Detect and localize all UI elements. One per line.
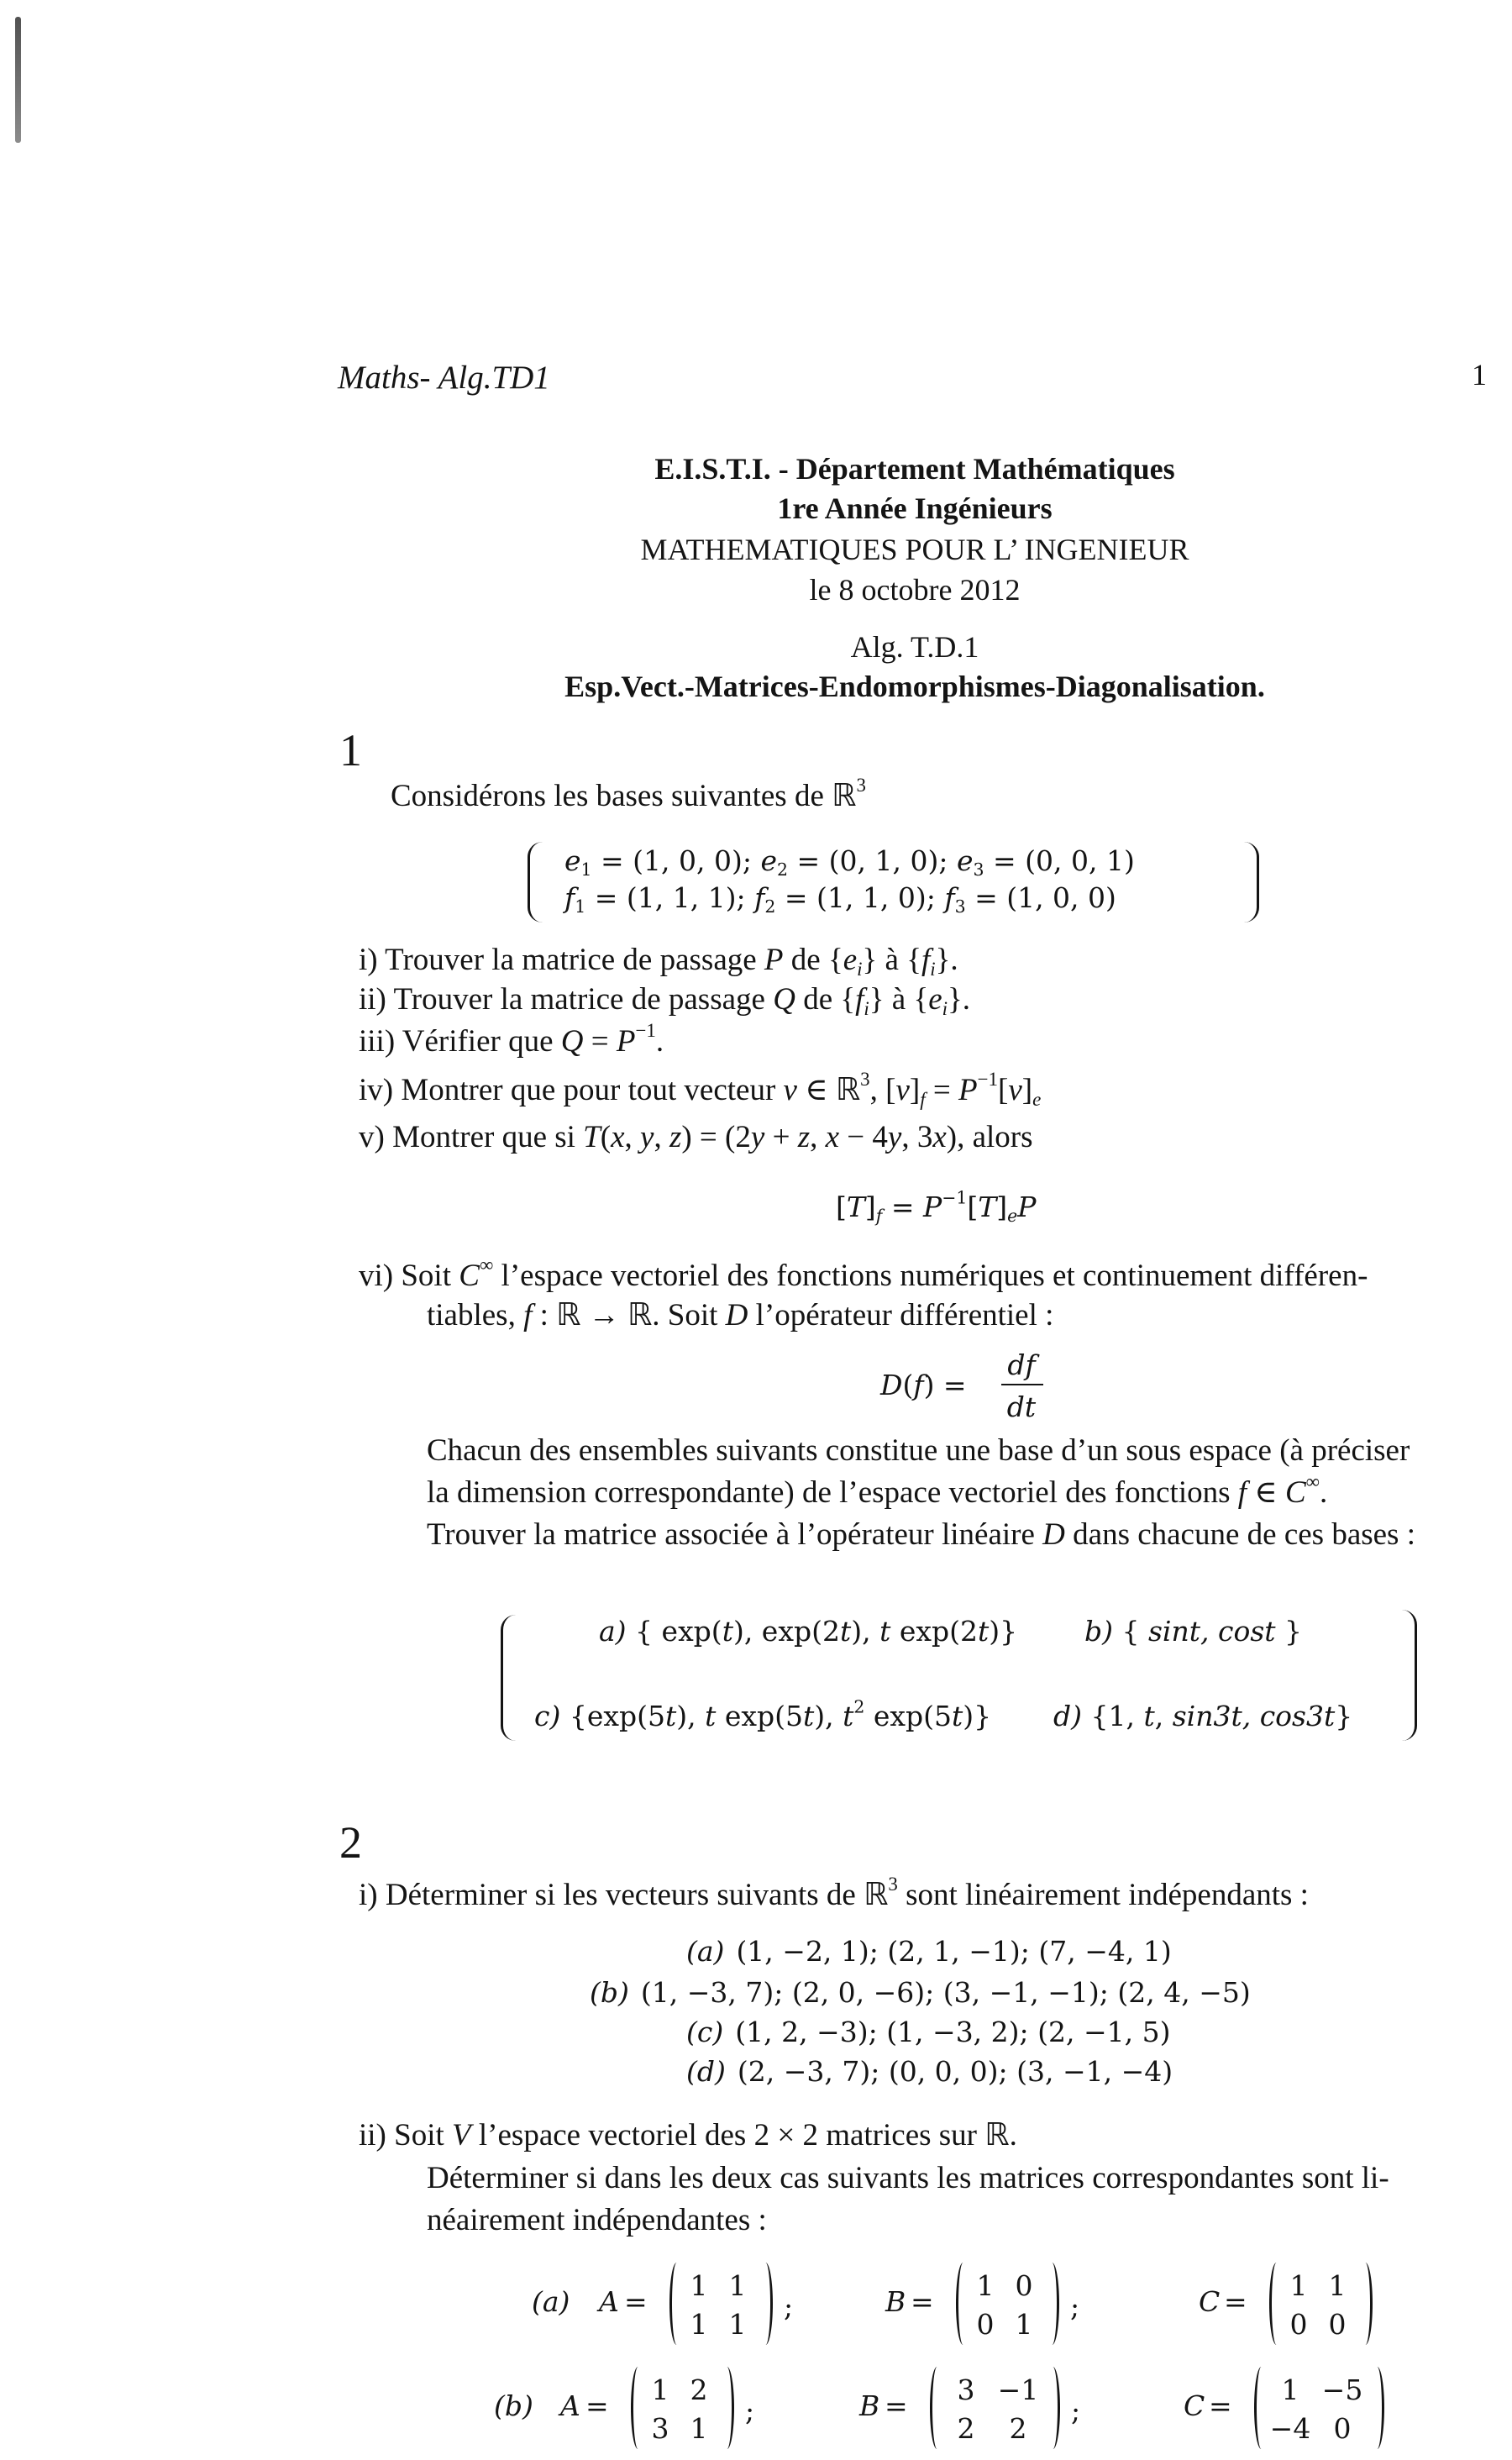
matrix-cell: 2 — [1009, 2412, 1027, 2445]
matrix-set-label: (a) — [532, 2285, 570, 2318]
text-segment: t — [977, 1615, 990, 1648]
text-segment: de { — [795, 982, 856, 1017]
text-segment: . — [655, 1024, 664, 1059]
text-segment: T — [583, 1120, 601, 1154]
text-segment: dans chacune de ces bases : — [1064, 1517, 1415, 1552]
text-segment: i) Trouver la matrice de passage — [359, 943, 764, 977]
text-segment: la dimension correspondante) de l’espace vectoriel des fonctions — [427, 1475, 1238, 1510]
derivative-lhs — [880, 1371, 967, 1399]
text-segment: 3 — [860, 1068, 870, 1090]
text-segment: , [ — [869, 1073, 896, 1107]
text-segment: ℝ — [627, 1296, 653, 1332]
text-segment: P — [616, 1024, 636, 1059]
text-segment: [ — [967, 1191, 979, 1223]
text-segment: C — [1284, 1475, 1306, 1510]
text-segment: c) — [534, 1700, 561, 1732]
matrix-cell: −1 — [997, 2373, 1039, 2406]
matrix-name: A — [560, 2389, 580, 2422]
bases-left-brace — [501, 1615, 518, 1741]
running-header: Maths- Alg.TD1 — [338, 360, 550, 396]
matrix-separator: ; — [1071, 2394, 1081, 2427]
text-segment: }. — [948, 982, 971, 1017]
text-segment: ] — [909, 1073, 921, 1107]
matrix-cell: 1 — [690, 2308, 708, 2341]
text-segment: ∈ — [796, 1073, 836, 1107]
text-segment: z — [669, 1120, 682, 1154]
basis-b — [1084, 1615, 1303, 1648]
vector-set-values: (1, −3, 7); (2, 0, −6); (3, −1, −1); (2, 4, −5) — [640, 1976, 1251, 2009]
text-segment: ), alors — [946, 1120, 1033, 1154]
text-segment: [ — [836, 1191, 847, 1223]
text-segment: , — [1154, 1700, 1173, 1732]
text-segment: f — [754, 881, 765, 914]
basis-a — [599, 1615, 1018, 1648]
question-1-vi-line1 — [359, 1254, 1368, 1293]
text-segment: )} — [963, 1700, 992, 1732]
equals-sign: = — [1209, 2389, 1232, 2422]
matrix-cell: 0 — [1289, 2308, 1308, 2341]
matrix-cell: 2 — [957, 2412, 975, 2445]
text-segment: ℝ — [984, 2116, 1010, 2152]
text-segment: de { — [783, 943, 843, 977]
text-segment: e — [1007, 1206, 1018, 1227]
question-2-i — [359, 1873, 1309, 1912]
text-segment: e — [956, 844, 974, 877]
text-segment: vi) Soit — [359, 1259, 459, 1293]
matrix-separator: ; — [1070, 2290, 1080, 2323]
text-segment: sont linéairement indépendants : — [897, 1878, 1309, 1912]
text-segment: f — [944, 881, 955, 914]
text-segment: P — [922, 1191, 942, 1223]
td-label: Alg. T.D.1 — [850, 630, 979, 664]
text-segment: . — [1319, 1475, 1328, 1510]
text-segment: = (0, 1, 0); — [788, 844, 957, 877]
text-segment: f — [523, 1298, 533, 1332]
matrix-cell: 0 — [1333, 2412, 1352, 2445]
question-2-ii-line3 — [427, 2205, 767, 2236]
page-number: 1 — [1472, 358, 1487, 392]
text-segment: y — [887, 1120, 902, 1154]
text-segment: ℝ — [835, 1071, 861, 1107]
date: le 8 octobre 2012 — [809, 573, 1021, 607]
matrix-cell: 1 — [690, 2412, 708, 2445]
exercise1-intro — [391, 774, 866, 813]
text-segment: −1 — [977, 1068, 998, 1090]
question-1-iii — [359, 1019, 664, 1059]
text-segment: d) — [1053, 1700, 1082, 1732]
text-segment: ∞ — [1305, 1470, 1320, 1492]
text-segment: ii) Trouver la matrice de passage — [359, 982, 774, 1017]
text-segment: } à { — [862, 943, 921, 977]
text-segment: e — [1032, 1088, 1042, 1110]
vector-set-label: (d) — [686, 2055, 726, 2088]
text-segment: x — [611, 1120, 625, 1154]
formula-change-of-basis — [836, 1187, 1037, 1227]
text-segment: x — [932, 1120, 947, 1154]
text-segment: , — [654, 1120, 669, 1154]
matrix-name: A — [599, 2285, 619, 2318]
text-segment: l’opérateur différentiel : — [748, 1298, 1054, 1332]
text-segment: . Soit — [652, 1298, 726, 1332]
text-segment: 2 — [853, 1696, 865, 1717]
fraction-bar — [1001, 1384, 1043, 1385]
text-segment: { exp( — [626, 1615, 722, 1648]
text-segment: D — [725, 1298, 748, 1332]
text-segment: ), — [676, 1700, 706, 1732]
left-brace — [528, 842, 543, 922]
text-segment: + — [764, 1120, 798, 1154]
text-segment: { — [1113, 1615, 1148, 1648]
vector-set-values: (2, −3, 7); (0, 0, 0); (3, −1, −4) — [737, 2055, 1173, 2088]
text-segment: 3 — [954, 896, 966, 917]
text-segment: → — [580, 1298, 627, 1332]
text-segment: = (1, 0, 0); — [591, 844, 761, 877]
exercise-number-1: 1 — [339, 725, 362, 775]
matrix-separator: ; — [745, 2394, 755, 2427]
text-segment: , — [810, 1120, 826, 1154]
equals-sign: = — [885, 2389, 908, 2422]
text-segment: } à { — [869, 982, 929, 1017]
matrix-right-paren — [1045, 2263, 1059, 2345]
text-segment: = — [882, 1191, 923, 1223]
text-segment: v — [895, 1073, 910, 1107]
bases-right-brace — [1399, 1610, 1417, 1741]
matrix-name: C — [1184, 2389, 1205, 2422]
text-segment: = (1, 0, 0) — [965, 881, 1116, 914]
text-segment: −1 — [942, 1187, 968, 1208]
text-segment: )} — [989, 1615, 1018, 1648]
question-1-i — [359, 943, 958, 980]
matrix-cell: 1 — [976, 2269, 995, 2302]
matrix-right-paren — [759, 2263, 773, 2345]
text-segment: , — [624, 1120, 641, 1154]
question-1-vi-text1 — [427, 1435, 1410, 1466]
matrix-right-paren — [720, 2367, 734, 2449]
text-segment: = (1, 1, 1); — [585, 881, 755, 914]
text-segment: z — [797, 1120, 811, 1154]
text-segment: Déterminer si dans les deux cas suivants les matrices correspondantes sont li- — [427, 2161, 1389, 2195]
question-1-v — [359, 1122, 1033, 1153]
matrix-name: B — [885, 2285, 906, 2318]
text-segment: f — [1237, 1475, 1247, 1510]
matrix-cell: 1 — [690, 2269, 708, 2302]
basis-e — [564, 844, 1135, 880]
right-brace — [1243, 842, 1259, 922]
text-segment: ( — [902, 1369, 914, 1401]
text-segment: , 3 — [901, 1120, 933, 1154]
text-segment: f — [875, 1206, 883, 1227]
equals-sign: = — [624, 2285, 648, 2318]
course-title: MATHEMATIQUES POUR L’ INGENIEUR — [640, 533, 1189, 566]
text-segment: = — [583, 1024, 617, 1059]
matrix-right-paren — [1358, 2263, 1373, 2345]
matrix-cell: 0 — [1328, 2308, 1347, 2341]
text-segment: néairement indépendantes : — [427, 2203, 767, 2237]
text-segment: = — [925, 1073, 958, 1107]
vector-set-label: (c) — [686, 2016, 724, 2048]
text-segment: ), — [814, 1700, 843, 1732]
text-segment: {exp(5 — [560, 1700, 665, 1732]
text-segment: i — [864, 997, 869, 1019]
text-segment: y — [640, 1120, 654, 1154]
text-segment: l’espace vectoriel des fonctions numériques et continuement différen- — [493, 1259, 1368, 1293]
text-segment: }. — [935, 943, 958, 977]
text-segment: y — [750, 1120, 765, 1154]
text-segment: v — [1008, 1073, 1022, 1107]
text-segment: P — [764, 943, 784, 977]
text-segment: − 4 — [839, 1120, 888, 1154]
text-segment: ∞ — [479, 1254, 494, 1275]
text-segment: Q — [773, 982, 795, 1017]
text-segment: = (0, 0, 1) — [984, 844, 1135, 877]
text-segment: ℝ — [832, 777, 857, 813]
text-segment: ) = — [923, 1369, 967, 1401]
text-segment: ℝ — [864, 1876, 889, 1912]
basis-c — [534, 1696, 992, 1732]
vector-set-row — [686, 2055, 1173, 2088]
equals-sign: = — [911, 2285, 934, 2318]
question-1-ii — [359, 982, 971, 1019]
matrix-cell: 0 — [976, 2308, 995, 2341]
text-segment: [ — [998, 1073, 1009, 1107]
matrix-right-paren — [1370, 2367, 1384, 2449]
text-segment: f — [913, 1369, 924, 1401]
text-segment: b) — [1084, 1615, 1113, 1648]
text-segment: tiables, — [427, 1298, 524, 1332]
text-segment: ii) Soit — [359, 2118, 453, 2152]
text-segment: ), — [851, 1615, 880, 1648]
matrix-cell: 1 — [728, 2269, 747, 2302]
fraction-numerator: df — [1007, 1348, 1036, 1381]
equals-sign: = — [1224, 2285, 1247, 2318]
text-segment: e — [843, 943, 858, 977]
matrix-cell: 3 — [957, 2373, 975, 2406]
text-segment: T — [846, 1191, 865, 1223]
matrix-cell: 1 — [1289, 2269, 1308, 2302]
text-segment: t — [843, 1700, 854, 1732]
matrix-set-label: (b) — [494, 2389, 533, 2422]
text-segment: 3 — [973, 859, 984, 880]
text-segment: sint, cost — [1147, 1615, 1276, 1648]
matrix-cell: −4 — [1269, 2412, 1311, 2445]
text-segment: {1, — [1082, 1700, 1144, 1732]
text-segment: exp(5 — [716, 1700, 803, 1732]
equals-sign: = — [585, 2389, 609, 2422]
text-segment: ), exp(2 — [732, 1615, 840, 1648]
text-segment: ] — [864, 1191, 876, 1223]
text-segment: } — [1335, 1700, 1353, 1732]
text-segment: : — [532, 1298, 557, 1332]
text-segment: ] — [1021, 1073, 1033, 1107]
text-segment: 2 — [764, 896, 776, 917]
question-1-vi-line2 — [427, 1296, 1054, 1332]
text-segment: −1 — [635, 1019, 656, 1041]
text-segment: i) Déterminer si les vecteurs suivants de — [359, 1878, 864, 1912]
text-segment: x — [825, 1120, 840, 1154]
text-segment: v) Montrer que si — [359, 1120, 584, 1154]
basis-d — [1053, 1702, 1352, 1730]
matrix-cell: 1 — [728, 2308, 747, 2341]
text-segment: i — [857, 958, 863, 980]
text-segment: = (1, 1, 0); — [775, 881, 945, 914]
matrix-name: B — [859, 2389, 880, 2422]
text-segment: e — [564, 844, 581, 877]
text-segment: . — [1009, 2118, 1017, 2152]
td-subject: Esp.Vect.-Matrices-Endomorphismes-Diagonalisation. — [564, 670, 1265, 703]
text-segment: V — [452, 2118, 471, 2152]
text-segment: e — [928, 982, 942, 1017]
institution-title: E.I.S.T.I. - Département Mathématiques — [654, 452, 1175, 486]
text-segment: 3 — [888, 1873, 898, 1895]
matrix-cell: 1 — [651, 2373, 669, 2406]
matrix-cell: 3 — [651, 2412, 669, 2445]
text-segment: Trouver la matrice associée à l’opérateur linéaire — [427, 1517, 1043, 1552]
text-segment: 1 — [580, 859, 592, 880]
text-segment: t — [952, 1700, 963, 1732]
vector-set-row — [590, 1976, 1251, 2009]
text-segment: T — [978, 1191, 997, 1223]
text-segment: f — [855, 982, 864, 1017]
text-segment: t — [879, 1615, 891, 1648]
text-segment: t — [803, 1700, 815, 1732]
vector-set-values: (1, 2, −3); (1, −3, 2); (2, −1, 5) — [735, 2016, 1171, 2048]
text-segment: 1 — [575, 896, 586, 917]
text-segment: exp(2 — [890, 1615, 978, 1648]
question-1-vi-text2 — [427, 1470, 1328, 1510]
year-title: 1re Année Ingénieurs — [777, 491, 1053, 525]
text-segment: iv) Montrer que pour tout vecteur — [359, 1073, 784, 1107]
question-1-iv — [359, 1068, 1042, 1110]
text-segment: sin3t, cos3t — [1172, 1700, 1336, 1732]
text-segment: e — [760, 844, 778, 877]
text-segment: t — [705, 1700, 717, 1732]
text-segment: 2 — [777, 859, 789, 880]
text-segment: D — [1042, 1517, 1065, 1552]
text-segment: i — [930, 958, 936, 980]
matrix-cell: −5 — [1321, 2373, 1363, 2406]
matrix-cell: 1 — [1281, 2373, 1299, 2406]
matrix-cell: 1 — [1328, 2269, 1347, 2302]
vector-set-row — [686, 1935, 1172, 1968]
text-segment: Considérons les bases suivantes de — [391, 779, 832, 813]
matrix-cell: 1 — [1015, 2308, 1033, 2341]
text-segment: t — [839, 1615, 852, 1648]
text-segment: ℝ — [556, 1296, 581, 1332]
question-2-ii-line2 — [427, 2163, 1389, 2194]
vector-set-label: (a) — [686, 1935, 725, 1968]
text-segment: Chacun des ensembles suivants constitue une base d’un sous espace (à préciser — [427, 1433, 1410, 1468]
text-segment: } — [1275, 1615, 1303, 1648]
text-segment: P — [1017, 1191, 1037, 1223]
scan-artifact-mark — [15, 17, 21, 143]
text-segment: ∈ — [1247, 1475, 1285, 1510]
text-segment: v — [783, 1073, 797, 1107]
vector-set-values: (1, −2, 1); (2, 1, −1); (7, −4, 1) — [736, 1935, 1172, 1968]
exercise-number-2: 2 — [339, 1817, 362, 1868]
text-segment: Q — [560, 1024, 584, 1059]
text-segment: ] — [996, 1191, 1008, 1223]
text-segment: exp(5 — [864, 1700, 953, 1732]
text-segment: 3 — [856, 774, 866, 796]
text-segment: l’espace vectoriel des 2 × 2 matrices sur — [470, 2118, 985, 2152]
text-segment: i — [942, 997, 948, 1019]
text-segment: f — [921, 943, 931, 977]
text-segment: iii) Vérifier que — [359, 1024, 561, 1059]
matrix-name: C — [1199, 2285, 1221, 2318]
text-segment: t — [664, 1700, 677, 1732]
matrix-right-paren — [1046, 2367, 1060, 2449]
vector-set-row — [686, 2018, 1171, 2046]
question-1-vi-text3 — [427, 1519, 1415, 1550]
text-segment: C — [459, 1259, 480, 1293]
text-segment: a) — [599, 1615, 627, 1648]
text-segment: f — [920, 1088, 926, 1110]
text-segment: t — [722, 1615, 733, 1648]
matrix-cell: 0 — [1015, 2269, 1033, 2302]
basis-f — [564, 881, 1116, 917]
matrix-separator: ; — [784, 2290, 794, 2323]
vector-set-label: (b) — [590, 1976, 629, 2009]
question-2-ii-line1 — [359, 2116, 1017, 2152]
matrix-cell: 2 — [690, 2373, 708, 2406]
text-segment: P — [958, 1073, 978, 1107]
text-segment: f — [564, 881, 575, 914]
text-segment: D — [880, 1369, 903, 1401]
text-segment: t — [1143, 1700, 1155, 1732]
text-segment: ( — [600, 1120, 612, 1154]
text-segment: ) = (2 — [681, 1120, 751, 1154]
fraction-denominator: dt — [1006, 1390, 1037, 1423]
